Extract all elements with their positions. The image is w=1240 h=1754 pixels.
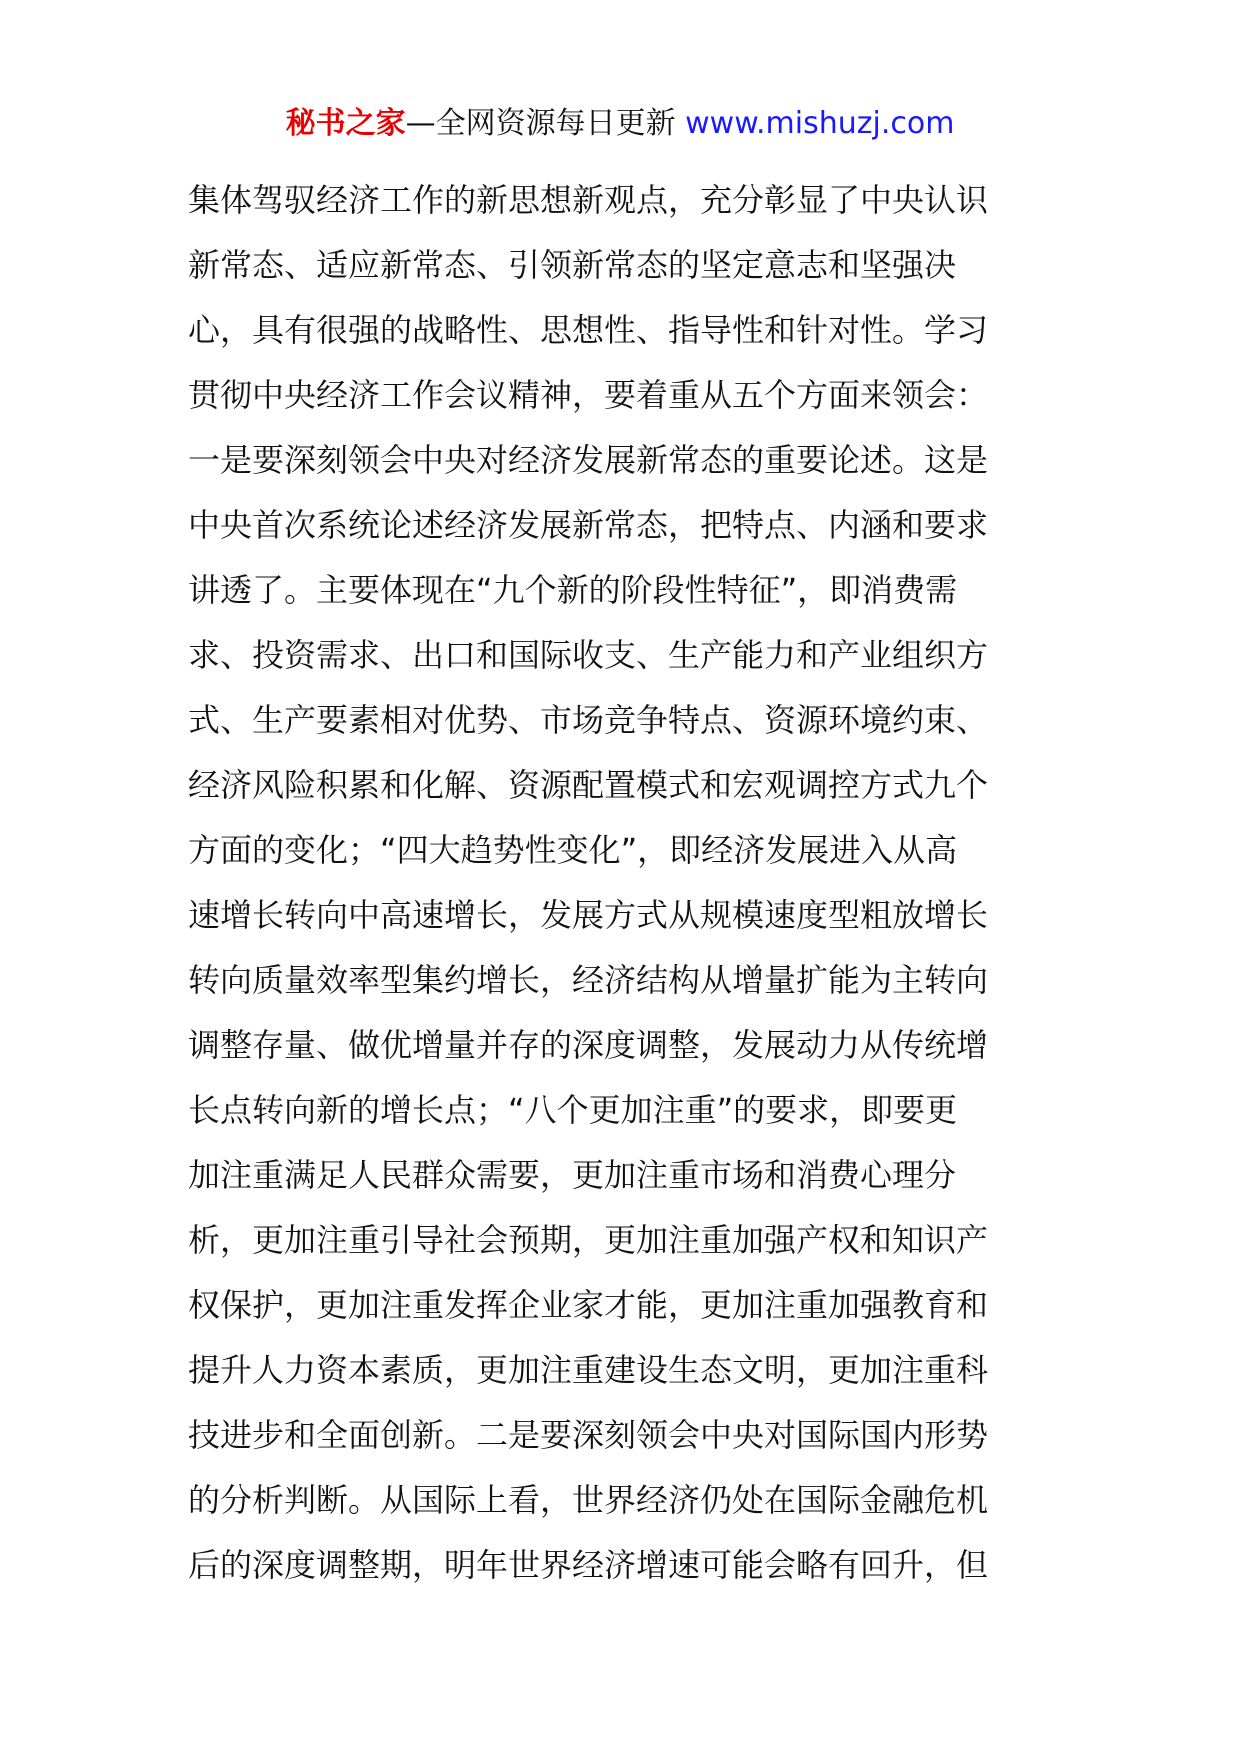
text-line: 心，具有很强的战略性、思想性、指导性和针对性。学习: [188, 311, 989, 349]
site-url-link[interactable]: www.mishuzj.com: [685, 106, 955, 141]
text-line: 速增长转向中高速增长，发展方式从规模速度型粗放增长: [188, 896, 989, 934]
text-line: 集体驾驭经济工作的新思想新观点，充分彰显了中央认识: [188, 181, 989, 219]
page-header: [0, 104, 1240, 144]
text-line: 后的深度调整期，明年世界经济增速可能会略有回升，但: [188, 1546, 989, 1584]
text-line: 式、生产要素相对优势、市场竞争特点、资源环境约束、: [188, 701, 989, 739]
text-line: 经济风险积累和化解、资源配置模式和宏观调控方式九个: [188, 766, 989, 804]
text-line: 转向质量效率型集约增长，经济结构从增量扩能为主转向: [188, 961, 989, 999]
document-body: [188, 168, 1068, 1598]
text-line: 调整存量、做优增量并存的深度调整，发展动力从传统增: [188, 1026, 989, 1064]
text-line: 权保护，更加注重发挥企业家才能，更加注重加强教育和: [188, 1286, 989, 1324]
text-line: 中央首次系统论述经济发展新常态，把特点、内涵和要求: [188, 506, 989, 544]
site-tagline: —全网资源每日更新: [405, 106, 686, 141]
text-line: 讲透了。主要体现在“九个新的阶段性特征”，即消费需: [188, 571, 958, 609]
text-line: 技进步和全面创新。二是要深刻领会中央对国际国内形势: [188, 1416, 989, 1454]
text-line: 提升人力资本素质，更加注重建设生态文明，更加注重科: [188, 1351, 989, 1389]
text-line: 长点转向新的增长点；“八个更加注重”的要求，即要更: [188, 1091, 958, 1129]
text-line: 求、投资需求、出口和国际收支、生产能力和产业组织方: [188, 636, 989, 674]
text-line: 新常态、适应新常态、引领新常态的坚定意志和坚强决: [188, 246, 957, 284]
text-line: 的分析判断。从国际上看，世界经济仍处在国际金融危机: [188, 1481, 989, 1519]
text-line: 贯彻中央经济工作会议精神，要着重从五个方面来领会：: [188, 376, 989, 414]
text-line: 方面的变化；“四大趋势性变化”，即经济发展进入从高: [188, 831, 958, 869]
text-line: 一是要深刻领会中央对经济发展新常态的重要论述。这是: [188, 441, 989, 479]
site-brand: 秘书之家: [285, 106, 406, 141]
text-line: 加注重满足人民群众需要，更加注重市场和消费心理分: [188, 1156, 957, 1194]
text-line: 析，更加注重引导社会预期，更加注重加强产权和知识产: [188, 1221, 989, 1259]
